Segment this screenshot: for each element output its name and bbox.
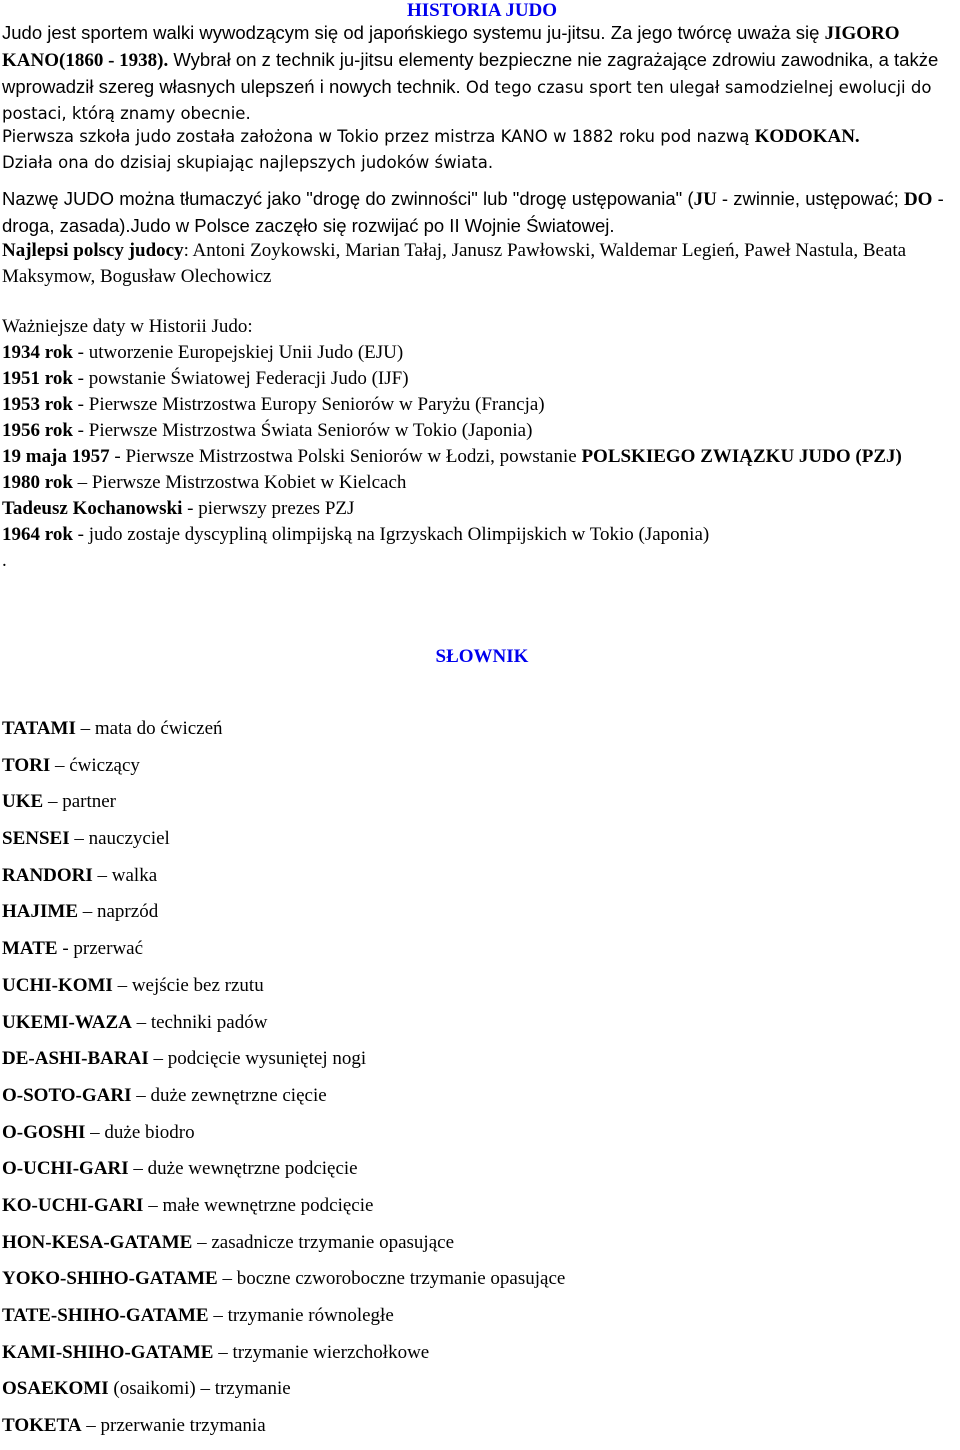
definition: ćwiczący bbox=[69, 754, 140, 776]
dictionary-entry bbox=[2, 1303, 958, 1340]
term: OSAEKOMI bbox=[2, 1378, 109, 1400]
separator: – bbox=[128, 1158, 148, 1180]
date-text: - Pierwsze Mistrzostwa Europy Seniorów w Paryżu (Francja) bbox=[72, 394, 545, 415]
date-label: 1980 rok bbox=[2, 472, 73, 493]
definition: przerwać bbox=[73, 938, 144, 960]
definition: nauczyciel bbox=[88, 828, 170, 850]
date-text: - judo zostaje dyscypliną olimpijską na Igrzyskach Olimpijskich w Tokio (Japonia) bbox=[72, 524, 710, 545]
dictionary-entry bbox=[2, 1120, 958, 1157]
intro-text: Judo jest sportem walki wywodzącym się od japońskiego systemu ju-jitsu. Za jego twórcę uważa się bbox=[2, 22, 825, 43]
date-text: - utworzenie Europejskiej Unii Judo (EJU) bbox=[72, 342, 404, 363]
term: HAJIME bbox=[2, 901, 78, 923]
intro-text-3: Od tego czasu sport ten ulegał samodzielnej ewolucji do postaci, którą znamy obecnie. bbox=[2, 78, 932, 123]
term: TATE-SHIHO-GATAME bbox=[2, 1305, 209, 1326]
separator: – bbox=[131, 1011, 151, 1033]
separator: - bbox=[57, 938, 74, 960]
separator: – bbox=[92, 864, 112, 886]
term: TATAMI bbox=[2, 718, 76, 739]
definition: małe wewnętrzne podcięcie bbox=[162, 1194, 374, 1216]
separator: – bbox=[50, 754, 70, 776]
definition: trzymanie wierzchołkowe bbox=[232, 1341, 430, 1363]
separator: – bbox=[78, 901, 97, 923]
separator: – bbox=[213, 1341, 233, 1363]
date-label: 1934 rok bbox=[2, 342, 73, 363]
separator: – bbox=[192, 1231, 212, 1253]
dictionary-title: SŁOWNIK bbox=[435, 646, 529, 667]
dictionary-entry bbox=[2, 1340, 958, 1377]
definition: przerwanie trzymania bbox=[100, 1415, 266, 1437]
date-label: 1953 rok bbox=[2, 394, 73, 415]
term: YOKO-SHIHO-GATAME bbox=[2, 1268, 218, 1290]
dates-section bbox=[2, 314, 958, 574]
separator: – bbox=[217, 1268, 237, 1290]
definition: trzymanie równoległe bbox=[227, 1305, 394, 1326]
term: RANDORI bbox=[2, 864, 93, 886]
separator: – bbox=[81, 1415, 101, 1437]
separator: – bbox=[69, 828, 89, 850]
definition: trzymanie bbox=[214, 1378, 291, 1400]
founder-name: JIGORO KANO(1860 - 1938). bbox=[2, 23, 900, 71]
definition: wejście bez rzutu bbox=[131, 974, 264, 996]
school-text: Pierwsza szkoła judo została założona w Tokio przez mistrza KANO w 1882 roku pod nazwą bbox=[2, 127, 755, 146]
dictionary-entry bbox=[2, 1156, 958, 1193]
definition: partner bbox=[62, 791, 116, 813]
separator: – bbox=[148, 1048, 168, 1070]
date-text: - Pierwsze Mistrzostwa Świata Seniorów w Tokio (Japonia) bbox=[72, 420, 533, 441]
dictionary-entry bbox=[2, 753, 958, 790]
date-item bbox=[2, 392, 958, 418]
trailing-dot: . bbox=[2, 550, 7, 571]
dictionary-entry bbox=[2, 1193, 958, 1230]
intro-paragraph-1 bbox=[2, 20, 958, 127]
date-text: - Pierwsze Mistrzostwa Polski Seniorów w Łodzi, powstanie bbox=[109, 446, 582, 467]
name-text-3: - droga, zasada).Judo w Polsce zaczęło się rozwijać po II Wojnie Światowej. bbox=[2, 188, 944, 236]
separator: – bbox=[43, 791, 63, 813]
separator: (osaikomi) – bbox=[108, 1378, 215, 1400]
definition: duże wewnętrzne podcięcie bbox=[147, 1158, 358, 1180]
term: O-UCHI-GARI bbox=[2, 1158, 129, 1180]
definition: podcięcie wysuniętej nogi bbox=[167, 1048, 367, 1070]
date-text: - powstanie Światowej Federacji Judo (IJF) bbox=[72, 368, 409, 389]
date-item bbox=[2, 366, 958, 392]
dictionary-entry bbox=[2, 863, 958, 900]
dictionary-entry bbox=[2, 1046, 958, 1083]
definition: mata do ćwiczeń bbox=[94, 718, 223, 739]
school-text-2: Działa ona do dzisiaj skupiając najlepszych judoków świata. bbox=[2, 153, 494, 172]
dictionary-entry bbox=[2, 1010, 958, 1047]
definition: techniki padów bbox=[150, 1011, 268, 1033]
ju-term: JU bbox=[693, 189, 717, 210]
dates-heading: Ważniejsze daty w Historii Judo: bbox=[2, 316, 253, 337]
date-label: Tadeusz Kochanowski bbox=[2, 498, 183, 519]
date-text: - pierwszy prezes PZJ bbox=[182, 498, 355, 519]
separator: – bbox=[85, 1121, 105, 1143]
term: KO-UCHI-GARI bbox=[2, 1194, 144, 1216]
dictionary-entry bbox=[2, 1230, 958, 1267]
name-text: Nazwę JUDO można tłumaczyć jako "drogę do zwinności" lub "drogę ustępowania" ( bbox=[2, 188, 694, 209]
dictionary-entry bbox=[2, 899, 958, 936]
intro-paragraph-3 bbox=[2, 186, 958, 240]
kodokan-name: KODOKAN. bbox=[754, 126, 860, 147]
separator: – bbox=[143, 1194, 163, 1216]
separator: – bbox=[208, 1305, 228, 1326]
date-item bbox=[2, 496, 958, 522]
separator: – bbox=[75, 718, 95, 739]
term: KAMI-SHIHO-GATAME bbox=[2, 1341, 214, 1363]
dictionary-list bbox=[2, 716, 958, 1450]
definition: zasadnicze trzymanie opasujące bbox=[211, 1231, 454, 1253]
term: O-GOSHI bbox=[2, 1121, 86, 1143]
separator: – bbox=[112, 974, 132, 996]
do-term: DO bbox=[903, 189, 933, 210]
term: TOKETA bbox=[2, 1415, 82, 1437]
dictionary-entry bbox=[2, 1083, 958, 1120]
date-item bbox=[2, 470, 958, 496]
page-title: HISTORIA JUDO bbox=[406, 0, 558, 21]
dictionary-entry bbox=[2, 1413, 958, 1450]
best-judokas-list: : Antoni Zoykowski, Marian Tałaj, Janusz Pawłowski, Waldemar Legień, Paweł Nastula, Beata Maksymow, Bogusław Olechowicz bbox=[2, 240, 907, 287]
date-item bbox=[2, 444, 958, 470]
term: TORI bbox=[2, 754, 51, 776]
date-item bbox=[2, 522, 958, 548]
intro-paragraph-2 bbox=[2, 124, 958, 176]
dictionary-entry bbox=[2, 789, 958, 826]
definition: naprzód bbox=[97, 901, 159, 923]
pzj-name: POLSKIEGO ZWIĄZKU JUDO (PZJ) bbox=[581, 446, 902, 467]
best-judokas-label: Najlepsi polscy judocy bbox=[2, 240, 184, 261]
intro-text-2: Wybrał on z technik ju-jitsu elementy bezpieczne nie zagrażające zdrowiu zawodnika, a także wprowadził szereg własnych ulepszeń i nowych technik. bbox=[2, 49, 939, 97]
date-item bbox=[2, 418, 958, 444]
dictionary-entry bbox=[2, 826, 958, 863]
dictionary-entry bbox=[2, 1266, 958, 1303]
date-label: 1956 rok bbox=[2, 420, 73, 441]
definition: boczne czworoboczne trzymanie opasujące bbox=[236, 1268, 566, 1290]
date-label: 1964 rok bbox=[2, 524, 73, 545]
definition: duże zewnętrzne cięcie bbox=[150, 1084, 327, 1106]
dictionary-entry bbox=[2, 936, 958, 973]
term: O-SOTO-GARI bbox=[2, 1084, 132, 1106]
term: HON-KESA-GATAME bbox=[2, 1231, 193, 1253]
term: UKE bbox=[2, 791, 44, 813]
dictionary-entry bbox=[2, 973, 958, 1010]
date-item bbox=[2, 340, 958, 366]
term: MATE bbox=[2, 938, 58, 960]
term: SENSEI bbox=[2, 828, 70, 850]
date-label: 1951 rok bbox=[2, 368, 73, 389]
term: UCHI-KOMI bbox=[2, 974, 113, 996]
date-label: 19 maja 1957 bbox=[2, 446, 110, 467]
term: DE-ASHI-BARAI bbox=[2, 1048, 149, 1070]
definition: duże biodro bbox=[104, 1121, 195, 1143]
separator: – bbox=[131, 1084, 151, 1106]
definition: walka bbox=[111, 864, 158, 886]
term: UKEMI-WAZA bbox=[2, 1011, 132, 1033]
intro-paragraph-4 bbox=[2, 238, 958, 290]
dictionary-entry bbox=[2, 1376, 958, 1413]
name-text-2: - zwinnie, ustępować; bbox=[716, 188, 904, 209]
date-text: – Pierwsze Mistrzostwa Kobiet w Kielcach bbox=[72, 472, 407, 493]
dictionary-entry bbox=[2, 716, 958, 753]
